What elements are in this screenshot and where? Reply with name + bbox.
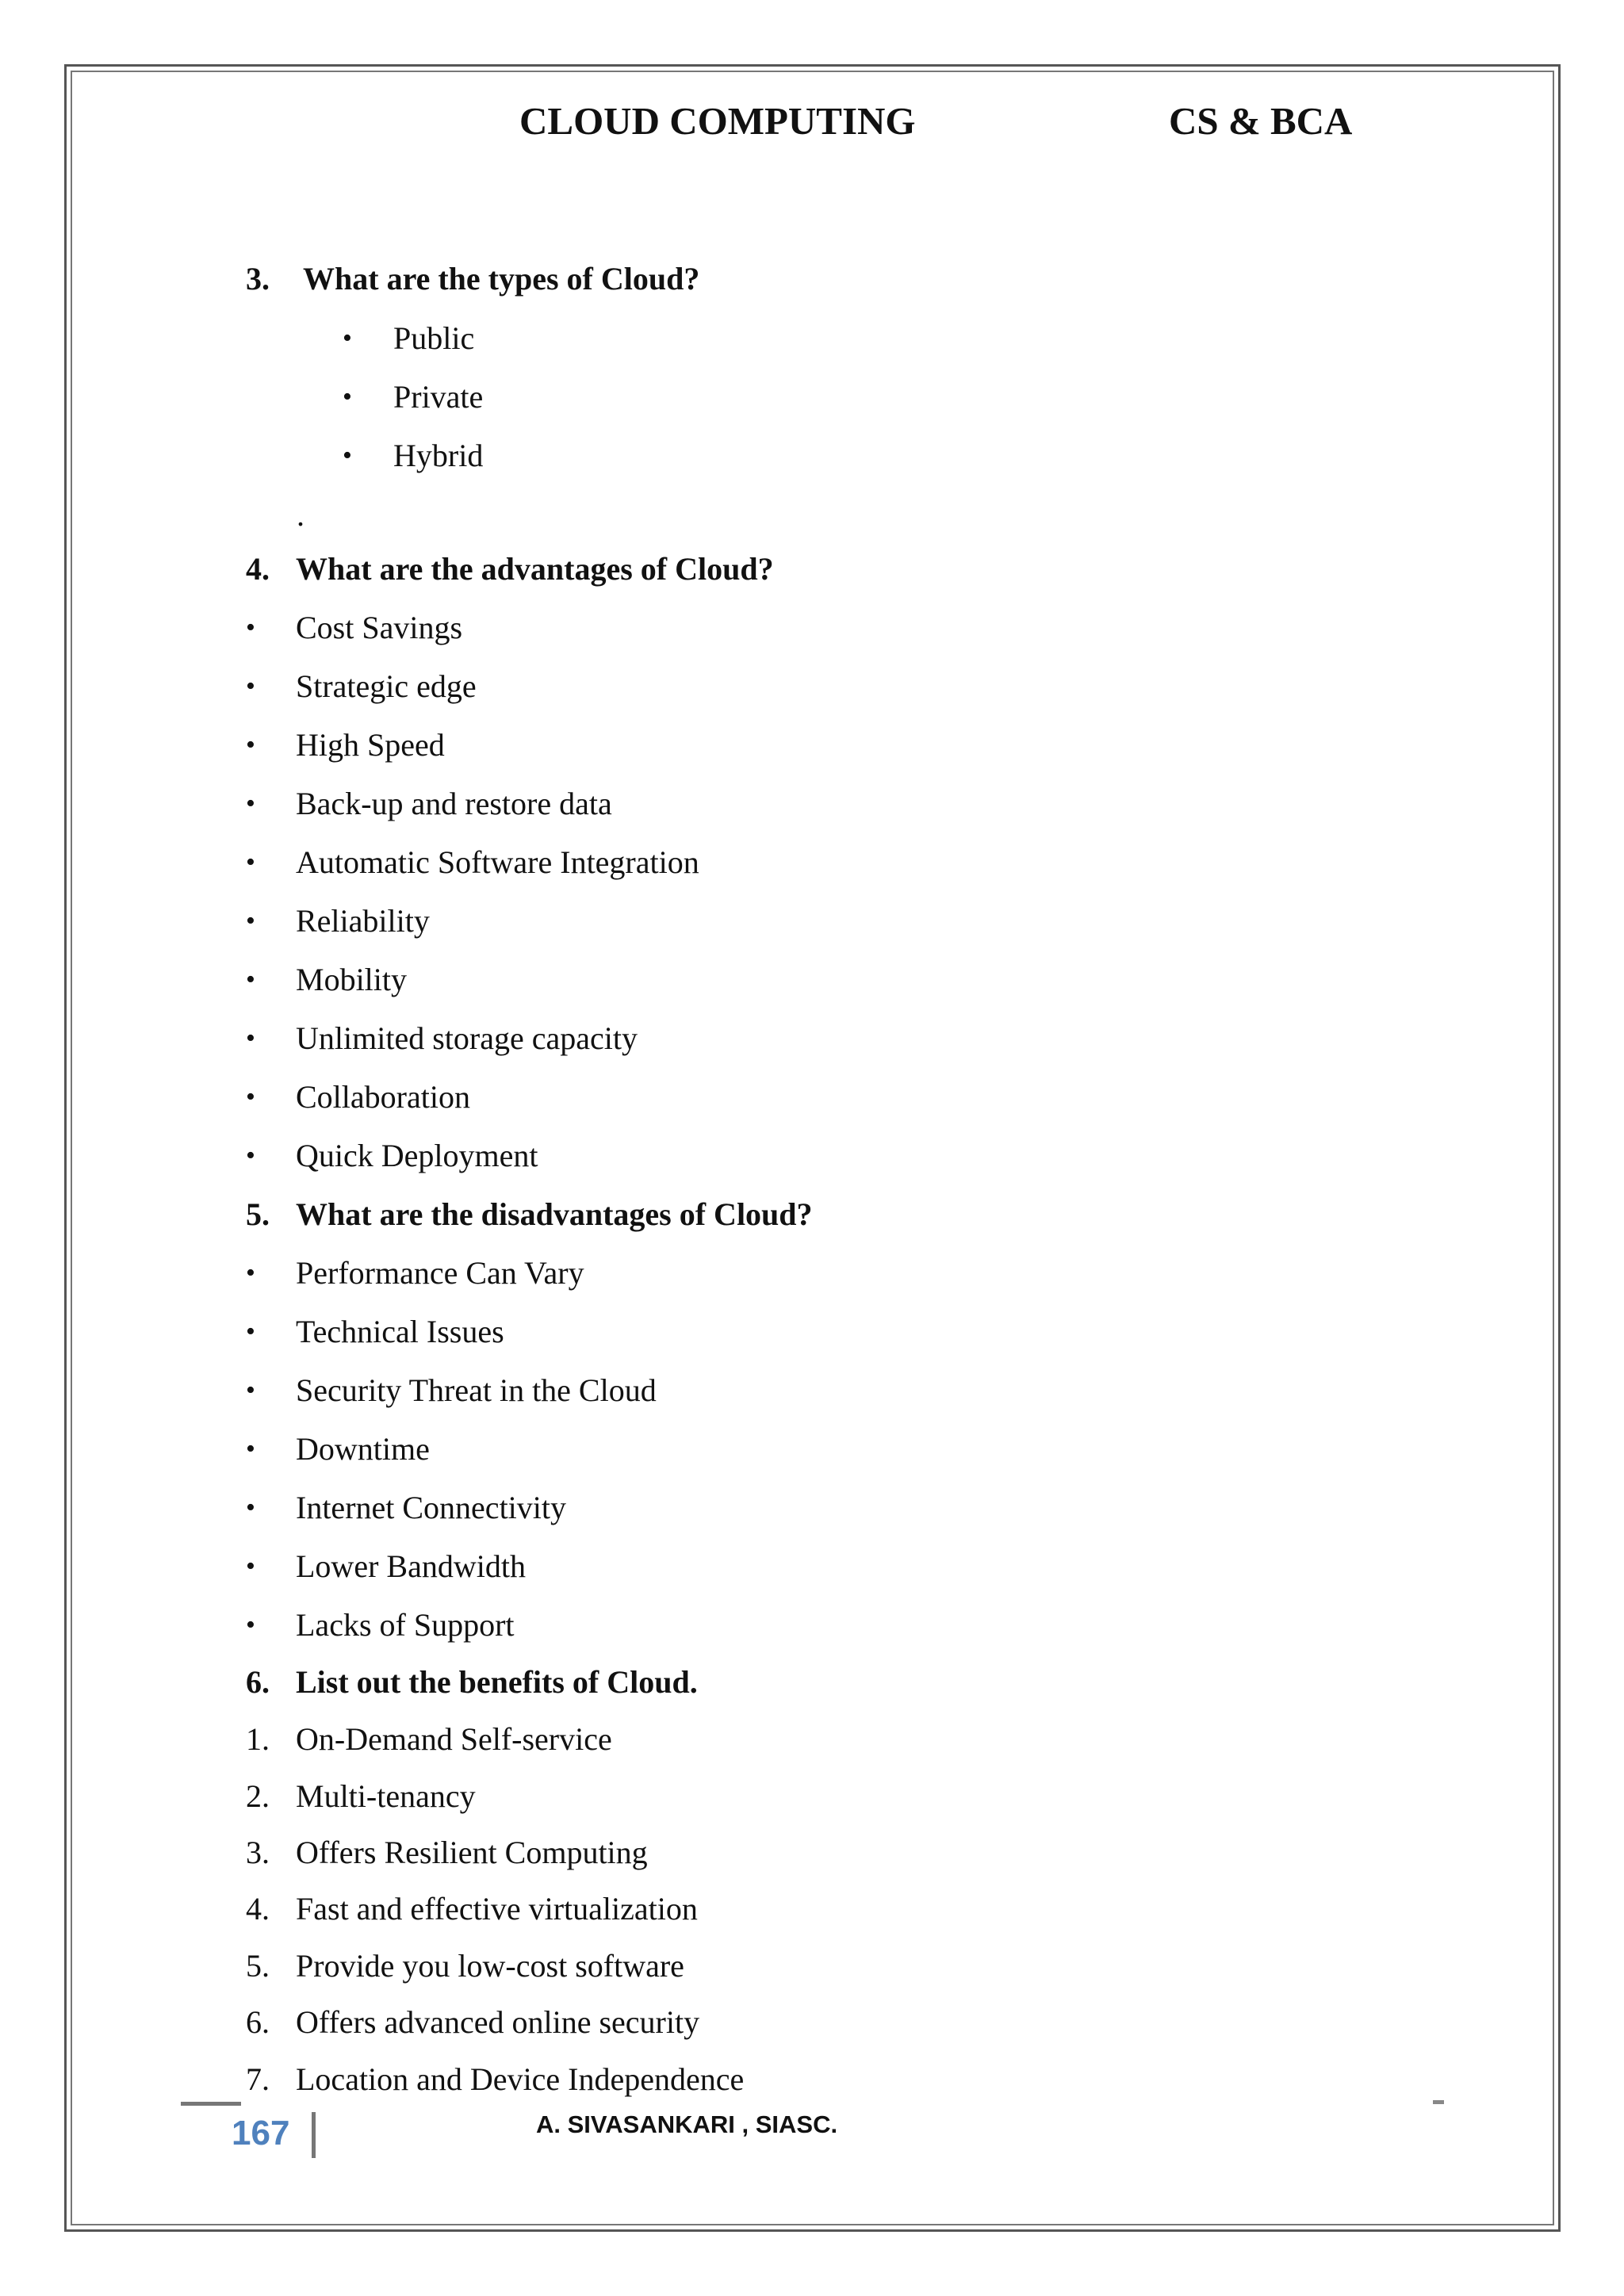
footer-rule-left	[181, 2102, 241, 2106]
item-text: Multi-tenancy	[296, 1778, 476, 1814]
page-number-separator	[312, 2112, 316, 2158]
bullet-icon: •	[246, 1493, 255, 1522]
item-text: Provide you low-cost software	[296, 1948, 684, 1984]
list-item-text: Technical Issues	[296, 1314, 504, 1349]
bullet-icon: •	[246, 1082, 255, 1112]
list-item-text: Mobility	[296, 962, 408, 997]
bullet-icon: •	[246, 730, 255, 760]
item-number: 1.	[246, 1721, 270, 1757]
question-text: List out the benefits of Cloud.	[296, 1664, 698, 1700]
bullet-icon: •	[246, 672, 255, 701]
question-number: 5.	[246, 1196, 270, 1232]
bullet-icon: •	[246, 1024, 255, 1053]
bullet-icon: •	[343, 441, 352, 470]
list-item-text: Back-up and restore data	[296, 786, 612, 821]
stray-mark: .	[297, 497, 304, 533]
list-item-text: Cost Savings	[296, 610, 463, 645]
page-number: 167	[232, 2114, 290, 2152]
item-text: Offers Resilient Computing	[296, 1835, 648, 1870]
bullet-icon: •	[246, 1317, 255, 1346]
item-text: Location and Device Independence	[296, 2061, 745, 2097]
list-item-text: Collaboration	[296, 1079, 470, 1115]
header-subject-title: CLOUD COMPUTING	[519, 99, 916, 143]
bullet-icon: •	[343, 323, 352, 353]
question-text: What are the disadvantages of Cloud?	[296, 1196, 813, 1232]
question-text: What are the types of Cloud?	[303, 261, 700, 297]
list-item-text: Internet Connectivity	[296, 1490, 567, 1525]
list-item-text: Reliability	[296, 903, 430, 939]
list-item-text: Lower Bandwidth	[296, 1548, 526, 1584]
question-number: 4.	[246, 551, 270, 587]
item-number: 5.	[246, 1948, 270, 1984]
bullet-icon: •	[343, 382, 352, 411]
bullet-icon: •	[246, 906, 255, 936]
item-number: 6.	[246, 2004, 270, 2040]
page-border-inner	[71, 71, 1554, 2225]
item-text: Fast and effective virtualization	[296, 1891, 698, 1927]
bullet-icon: •	[246, 1258, 255, 1288]
question-number: 6.	[246, 1664, 270, 1700]
list-item-text: Strategic edge	[296, 668, 477, 704]
footer-author: A. SIVASANKARI , SIASC.	[536, 2110, 838, 2138]
question-text: What are the advantages of Cloud?	[296, 551, 774, 587]
item-number: 2.	[246, 1778, 270, 1814]
list-item-text: Private	[393, 379, 484, 415]
bullet-icon: •	[246, 1376, 255, 1405]
question-number: 3.	[246, 261, 270, 297]
list-item-text: Automatic Software Integration	[296, 844, 699, 880]
item-text: On-Demand Self-service	[296, 1721, 612, 1757]
header-course-title: CS & BCA	[1169, 99, 1353, 143]
item-number: 7.	[246, 2061, 270, 2097]
list-item-text: High Speed	[296, 727, 445, 763]
list-item-text: Security Threat in the Cloud	[296, 1372, 657, 1408]
list-item-text: Lacks of Support	[296, 1607, 515, 1643]
item-text: Offers advanced online security	[296, 2004, 700, 2040]
bullet-icon: •	[246, 848, 255, 877]
bullet-icon: •	[246, 1610, 255, 1640]
list-item-text: Public	[393, 320, 475, 356]
item-number: 4.	[246, 1891, 270, 1927]
bullet-icon: •	[246, 1552, 255, 1581]
footer-rule-right	[1433, 2100, 1444, 2104]
bullet-icon: •	[246, 789, 255, 818]
item-number: 3.	[246, 1835, 270, 1870]
list-item-text: Performance Can Vary	[296, 1255, 584, 1291]
bullet-icon: •	[246, 613, 255, 642]
list-item-text: Downtime	[296, 1431, 430, 1467]
bullet-icon: •	[246, 1434, 255, 1464]
list-item-text: Hybrid	[393, 438, 484, 473]
list-item-text: Quick Deployment	[296, 1138, 538, 1173]
bullet-icon: •	[246, 965, 255, 994]
list-item-text: Unlimited storage capacity	[296, 1020, 638, 1056]
bullet-icon: •	[246, 1141, 255, 1170]
